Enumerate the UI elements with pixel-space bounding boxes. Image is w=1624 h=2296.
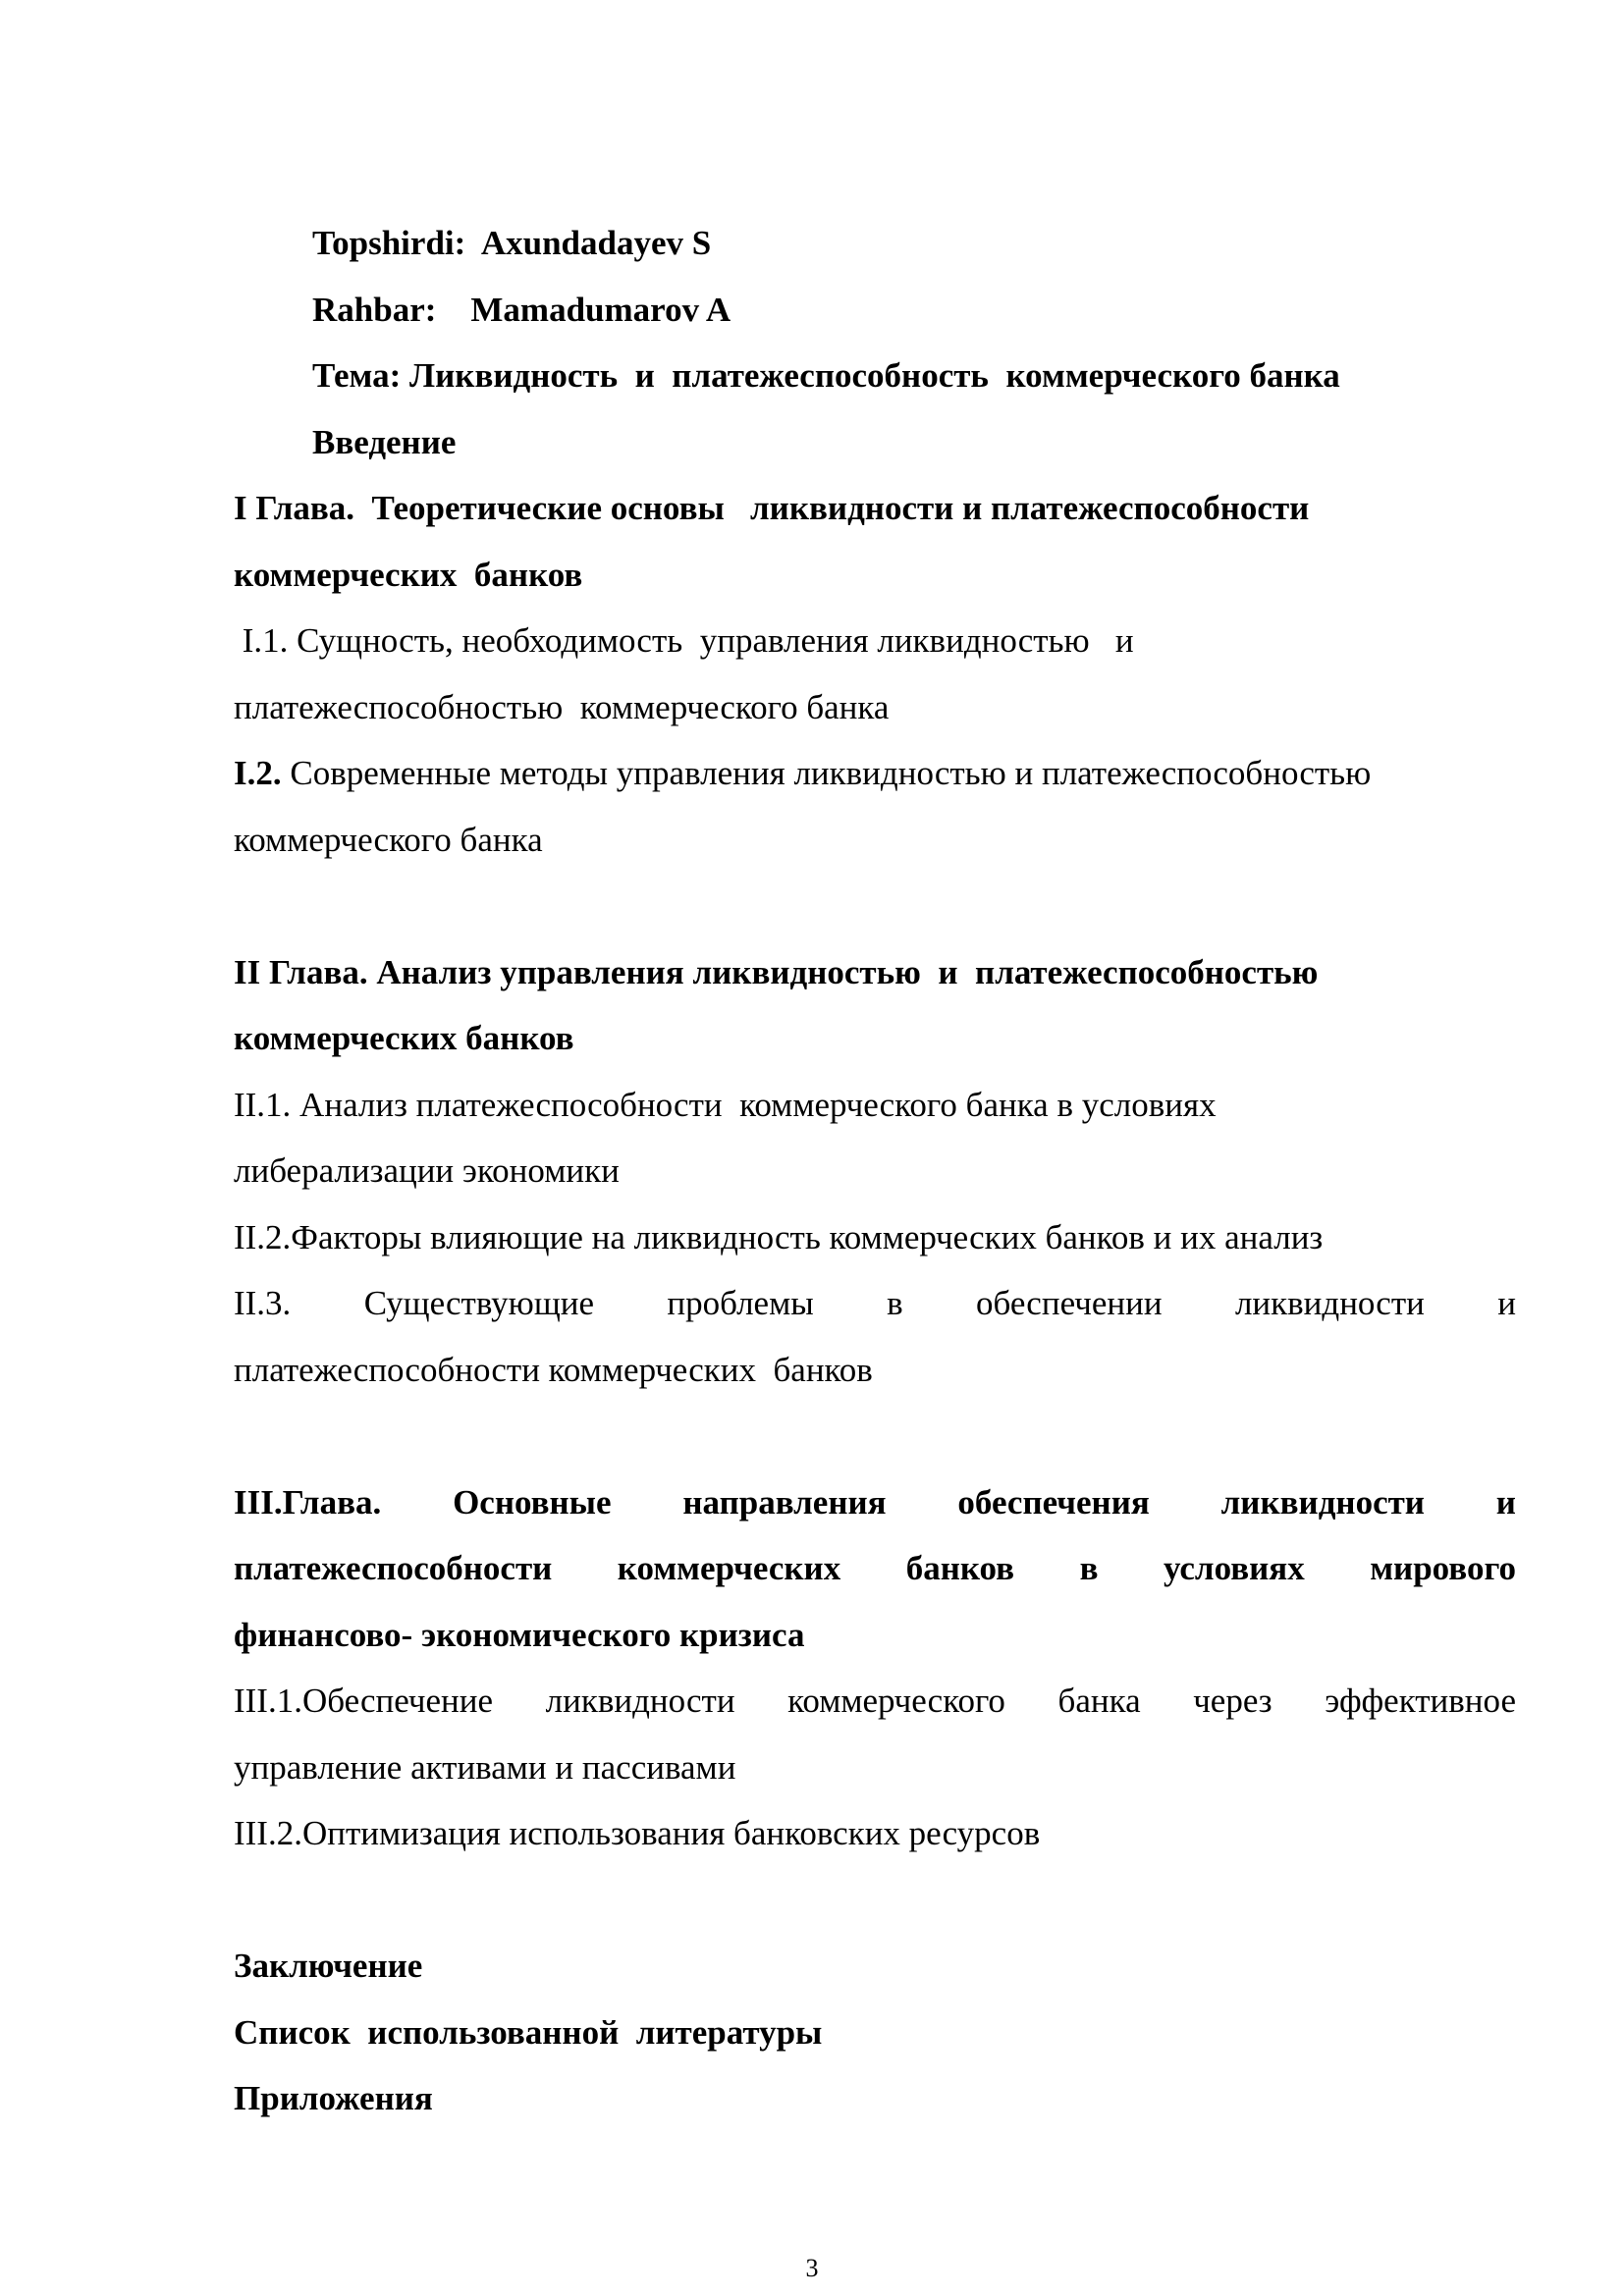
word: и	[1495, 1483, 1516, 1522]
word: Существующие	[363, 1284, 595, 1322]
word: и	[1497, 1284, 1516, 1322]
word: проблемы	[667, 1284, 814, 1322]
chapter2-title-line1: II Глава. Анализ управления ликвидностью и платежеспособностью	[234, 953, 1319, 991]
word: в	[887, 1284, 903, 1322]
chapter1-title-line2: коммерческих банков	[234, 556, 583, 594]
topic: Тема: Ликвидность и платежеспособность коммерческого банка	[312, 356, 1340, 395]
chapter1-section1-line2: платежеспособностью коммерческого банка	[234, 688, 890, 726]
chapter3-title-line3: финансово- экономического кризиса	[234, 1616, 805, 1654]
toc-conclusion: Заключение	[234, 1947, 423, 1985]
chapter1-title-line1: I Глава. Теоретические основы ликвидности и платежеспособности	[234, 489, 1310, 527]
word: банков	[905, 1549, 1015, 1587]
chapter1-section2-number: I.2.	[234, 754, 282, 792]
chapter3-section1-line1	[234, 1682, 1516, 1721]
chapter1-section2-line1	[234, 754, 1371, 793]
word: направления	[682, 1483, 887, 1522]
word: коммерческих	[617, 1549, 841, 1587]
word: III.1.Обеспечение	[234, 1682, 494, 1720]
chapter3-section2-line1: III.2.Оптимизация использования банковских ресурсов	[234, 1814, 1041, 1852]
word: платежеспособности	[234, 1549, 553, 1587]
chapter3-title-line1	[234, 1483, 1516, 1522]
word: через	[1193, 1682, 1272, 1720]
word: Основные	[453, 1483, 612, 1522]
word: ликвидности	[545, 1682, 735, 1720]
chapter2-section3-line1	[234, 1284, 1516, 1323]
word: ликвидности	[1234, 1284, 1425, 1322]
word: обеспечения	[957, 1483, 1150, 1522]
chapter3-title-line2	[234, 1549, 1516, 1588]
word: условиях	[1163, 1549, 1305, 1587]
supervisor: Rahbar: Mamadumarov A	[312, 291, 731, 329]
chapter1-section1-line1: I.1. Сущность, необходимость управления ликвидностью и	[234, 621, 1134, 660]
page-number: 3	[805, 2254, 819, 2282]
chapter2-section1-line2: либерализации экономики	[234, 1151, 620, 1190]
word: мирового	[1370, 1549, 1516, 1587]
word: коммерческого	[787, 1682, 1005, 1720]
chapter2-section1-line1: II.1. Анализ платежеспособности коммерческого банка в условиях	[234, 1086, 1217, 1124]
chapter1-section2-text: Современные методы управления ликвидностью и платежеспособностью	[281, 754, 1372, 792]
word: банка	[1057, 1682, 1141, 1720]
toc-references: Список использованной литературы	[234, 2013, 823, 2052]
chapter2-section3-line2: платежеспособности коммерческих банков	[234, 1351, 873, 1389]
submitted-by: Topshirdi: Axundadayev S	[312, 224, 712, 262]
word: в	[1079, 1549, 1099, 1587]
toc-intro: Введение	[312, 423, 457, 461]
word: III.Глава.	[234, 1483, 382, 1522]
word: эффективное	[1325, 1682, 1516, 1720]
word: обеспечении	[976, 1284, 1163, 1322]
chapter3-section1-line2: управление активами и пассивами	[234, 1748, 736, 1787]
word: II.3.	[234, 1284, 292, 1322]
chapter1-section2-line2: коммерческого банка	[234, 821, 543, 859]
toc-appendices: Приложения	[234, 2079, 433, 2117]
chapter2-title-line2: коммерческих банков	[234, 1019, 574, 1057]
chapter2-section2-line1: II.2.Факторы влияющие на ликвидность коммерческих банков и их анализ	[234, 1218, 1324, 1256]
word: ликвидности	[1220, 1483, 1425, 1522]
